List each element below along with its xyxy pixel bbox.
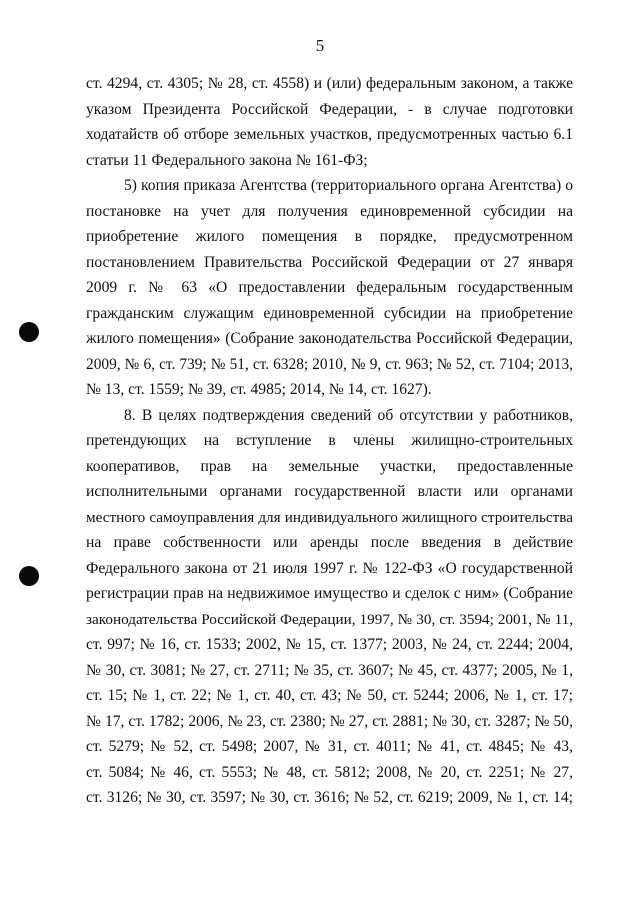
text-line: ст. 15; № 1, ст. 22; № 1, ст. 40, ст. 43; № 50, ст. 5244; 2006, № 1, ст. 17; xyxy=(86,687,573,704)
punch-hole-top xyxy=(19,322,39,342)
text-line: ст. 4294, ст. 4305; № 28, ст. 4558) и (или) федеральным законом, а также xyxy=(86,75,573,92)
text-line: № 17, ст. 1782; 2006, № 23, ст. 2380; № 27, ст. 2881; № 30, ст. 3287; № 50, xyxy=(86,712,573,730)
text-line: местного самоуправления для индивидуального жилищного строительства xyxy=(86,508,573,526)
document-body xyxy=(86,71,573,811)
text-line: приобретение жилого помещения в порядке, предусмотренном xyxy=(86,228,573,245)
punch-hole-bottom xyxy=(19,566,39,586)
text-line: № 13, ст. 1559; № 39, ст. 4985; 2014, № 14, ст. 1627). xyxy=(86,381,432,398)
text-line: кооперативов, прав на земельные участки, предоставленные xyxy=(86,457,573,475)
text-line: регистрации прав на недвижимое имущество и сделок с ним» (Собрание xyxy=(86,585,573,602)
text-line: указом Президента Российской Федерации, - в случае подготовки xyxy=(86,100,573,118)
text-line: постановке на учет для получения единовременной субсидии на xyxy=(86,202,573,220)
text-line: законодательства Российской Федерации, 1997, № 30, ст. 3594; 2001, № 11, xyxy=(86,610,573,628)
text-line: ходатайств об отборе земельных участков, предусмотренных частью 6.1 xyxy=(86,126,573,143)
text-line: ст. 5084; № 46, ст. 5553; № 48, ст. 5812; 2008, № 20, ст. 2251; № 27, xyxy=(86,763,573,781)
page-number: 5 xyxy=(315,36,325,55)
text-line: статьи 11 Федерального закона № 161-ФЗ; xyxy=(86,151,368,169)
text-line: жилого помещения» (Собрание законодательства Российской Федерации, xyxy=(86,330,573,347)
text-line: ст. 3126; № 30, ст. 3597; № 30, ст. 3616; № 52, ст. 6219; 2009, № 1, ст. 14; xyxy=(86,789,573,806)
text-line: № 30, ст. 3081; № 27, ст. 2711; № 35, ст. 3607; № 45, ст. 4377; 2005, № 1, xyxy=(86,661,573,679)
text-line: претендующих на вступление в члены жилищно-строительных xyxy=(86,432,573,449)
text-line: ст. 997; № 16, ст. 1533; 2002, № 15, ст. 1377; 2003, № 24, ст. 2244; 2004, xyxy=(86,636,573,653)
text-line: 8. В целях подтверждения сведений об отсутствии у работников, xyxy=(124,406,573,424)
text-line: исполнительными органами государственной власти или органами xyxy=(86,483,573,500)
text-line: Федерального закона от 21 июля 1997 г. № 122-ФЗ «О государственной xyxy=(86,559,573,577)
text-line: постановлением Правительства Российской Федерации от 27 января xyxy=(86,253,573,271)
text-line: гражданским служащим единовременной субсидии на приобретение xyxy=(86,304,573,322)
text-line: на праве собственности или аренды после введения в действие xyxy=(86,534,573,551)
text-line: 5) копия приказа Агентства (территориального органа Агентства) о xyxy=(124,177,573,194)
text-line: 2009 г. № 63 «О предоставлении федеральным государственным xyxy=(86,279,573,296)
text-line: ст. 5279; № 52, ст. 5498; 2007, № 31, ст. 4011; № 41, ст. 4845; № 43, xyxy=(86,738,573,755)
text-line: 2009, № 6, ст. 739; № 51, ст. 6328; 2010, № 9, ст. 963; № 52, ст. 7104; 2013, xyxy=(86,355,573,373)
